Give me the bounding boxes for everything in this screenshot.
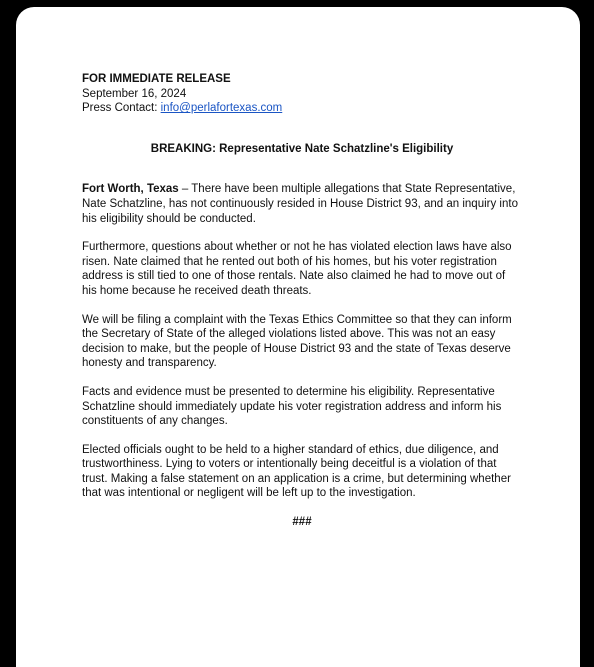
paragraph-2: Furthermore, questions about whether or not he has violated election laws have also risen. Nate claimed that he rented out both of his homes, but his voter registration address is still tied to one of those rentals. Nate also claimed he had to move out of his home because he received death threats. bbox=[82, 241, 512, 297]
paragraph-3: We will be filing a complaint with the Texas Ethics Committee so that they can inform the Secretary of State of the alleged violations listed above. This was not an easy decision to make, but the people of House District 93 and the state of Texas deserve honesty and transparency. bbox=[82, 313, 512, 370]
paragraph-4: Facts and evidence must be presented to determine his eligibility. Representative Schatzline should immediately update his voter registration address and inform his constituents of any changes. bbox=[82, 385, 502, 428]
release-date: September 16, 2024 bbox=[82, 87, 187, 100]
press-contact bbox=[82, 101, 522, 116]
paragraph-5: Elected officials ought to be held to a higher standard of ethics, due diligence, and trustworthiness. Lying to voters or intentionally being deceitful is a violation of that trust. Making a false statement on an application is a crime, but determining whether that was intentional or negligent will be left up to the investigation. bbox=[82, 443, 511, 500]
paragraph-1 bbox=[82, 182, 522, 226]
end-mark: ### bbox=[292, 516, 312, 529]
contact-email-link[interactable]: info@perlafortexas.com bbox=[160, 102, 283, 115]
headline: BREAKING: Representative Nate Schatzline's Eligibility bbox=[150, 142, 454, 155]
press-release bbox=[82, 72, 522, 530]
press-contact-label: Press Contact: bbox=[82, 102, 161, 115]
paragraph-1-text: – There have been multiple allegations that State Representative, Nate Schatzline, has not continuously resided in House District 93, and an inquiry into his eligibility should be conducted. bbox=[82, 183, 518, 225]
release-label: FOR IMMEDIATE RELEASE bbox=[82, 73, 231, 85]
dateline: Fort Worth, Texas bbox=[82, 183, 179, 196]
document-page bbox=[16, 7, 580, 667]
